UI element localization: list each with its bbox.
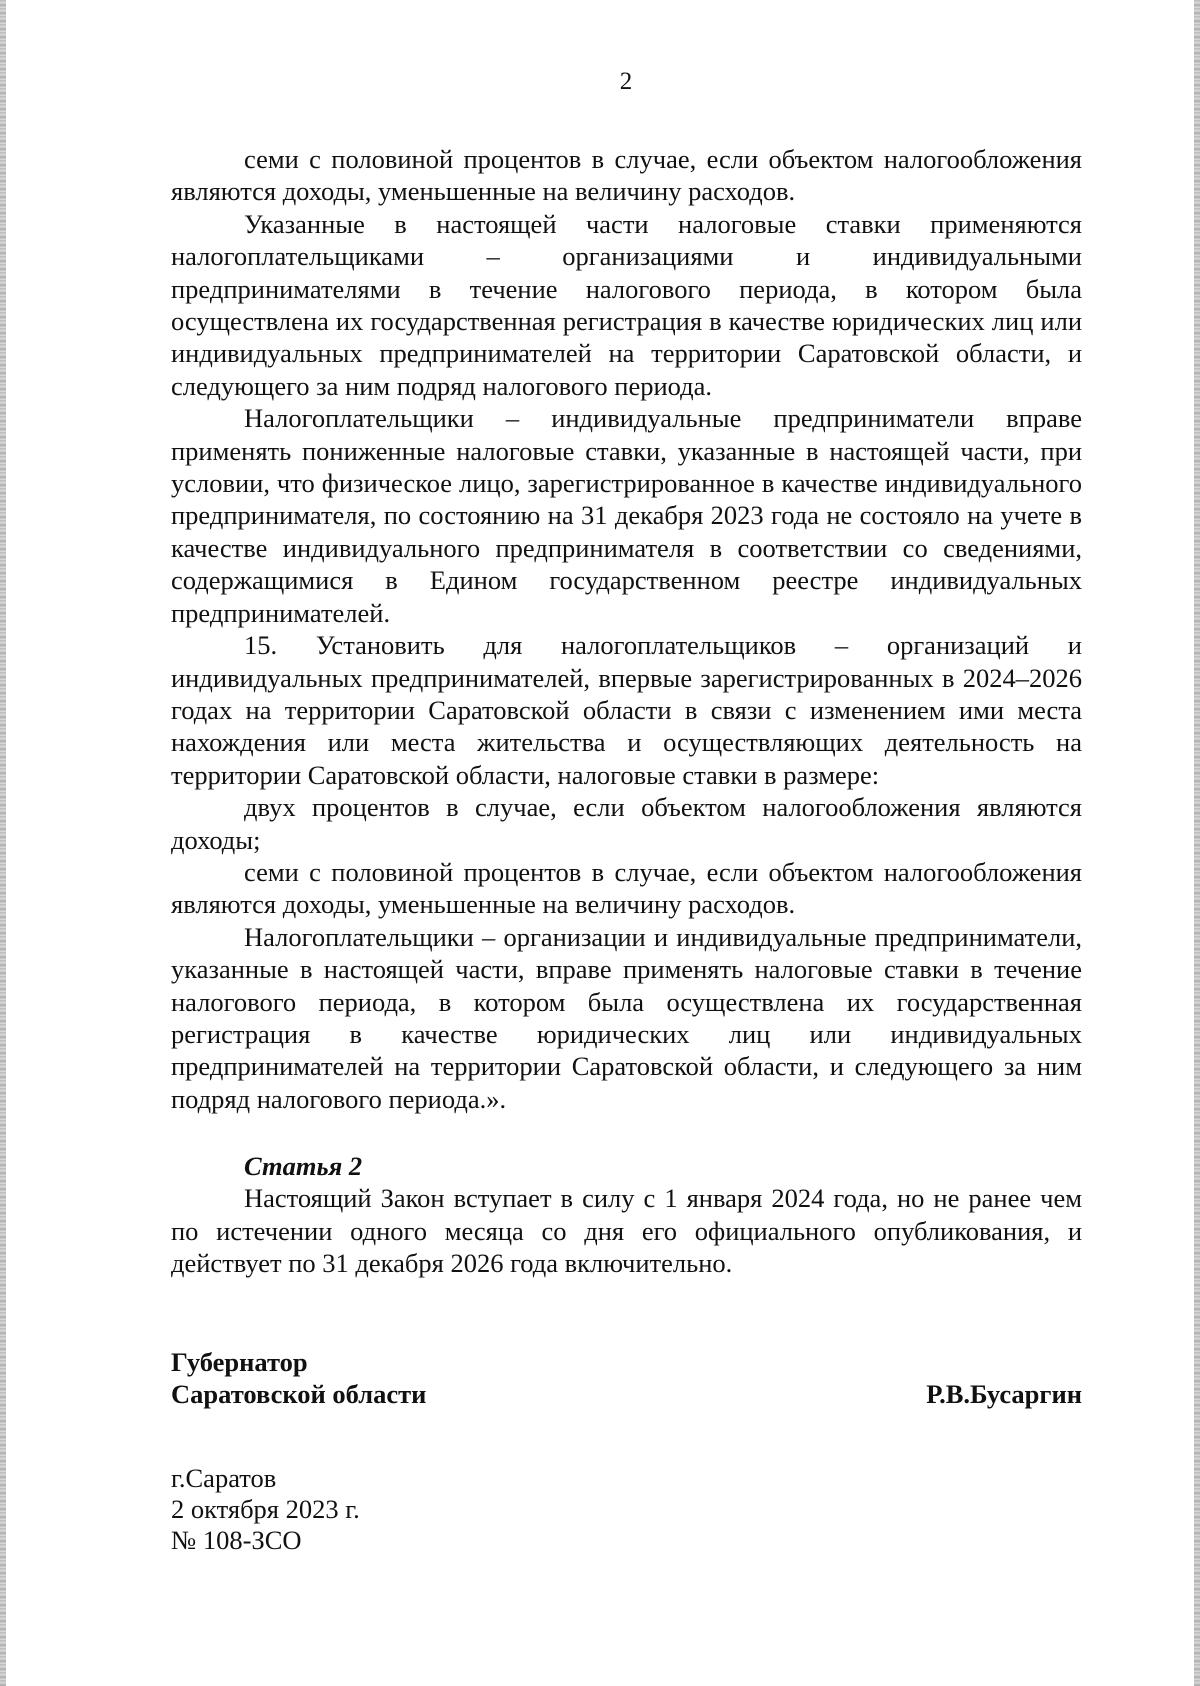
paragraph: 15. Установить для налогоплательщиков – организаций и индивидуальных предпринимателей, впервые зарегистрированных в 2024–2026 годах на территории Саратовской области в связи с изменением ими места нахождения или места жительства и осуществляющих деятельность на территории Саратовской области, налоговые ставки в размере: — [171, 630, 1082, 790]
date: 2 октября 2023 г. — [171, 1494, 360, 1524]
article-2 — [171, 1150, 1082, 1280]
paragraph: семи с половиной процентов в случае, если объектом налогообложения являются доходы, уменьшенные на величину расходов. — [171, 144, 1082, 207]
place: г.Саратов — [171, 1463, 277, 1493]
paragraph: Налогоплательщики – организации и индивидуальные предприниматели, указанные в настоящей части, вправе применять налоговые ставки в течение налогового периода, в котором была осуществлена их государственная регистрация в качестве юридических лиц или индивидуальных предпринимателей на территории Саратовской области, и следующего за ним подряд налогового периода.». — [171, 921, 1082, 1114]
paragraph: Налогоплательщики – индивидуальные предприниматели вправе применять пониженные налоговые ставки, указанные в настоящей части, при условии, что физическое лицо, зарегистрированное в качестве индивидуального предпринимателя, по состоянию на 31 декабря 2023 года не состояло на учете в качестве индивидуального предпринимателя в соответствии со сведениями, содержащимися в Едином государственном реестре индивидуальных предпринимателей. — [171, 403, 1082, 628]
page-number: 2 — [619, 68, 633, 95]
place-date-block — [171, 1463, 360, 1556]
scan-edge-left — [0, 0, 6, 1686]
paragraph: Указанные в настоящей части налоговые ставки применяются налогоплательщиками – организациями и индивидуальными предпринимателями в течение налогового периода, в котором была осуществлена их государственная регистрация в качестве юридических лиц или индивидуальных предпринимателей на территории Саратовской области, и следующего за ним подряд налогового периода. — [171, 208, 1082, 401]
scan-edge-right — [1194, 0, 1200, 1686]
article-text: Настоящий Закон вступает в силу с 1 января 2024 года, но не ранее чем по истечении одного месяца со дня его официального опубликования, и действует по 31 декабря 2026 года включительно. — [171, 1183, 1082, 1279]
signer-position-line1: Губернатор — [171, 1347, 308, 1377]
signature-block — [171, 1346, 1082, 1411]
article-title: Статья 2 — [244, 1151, 363, 1181]
law-body — [171, 143, 1082, 1115]
paragraph: семи с половиной процентов в случае, если объектом налогообложения являются доходы, уменьшенные на величину расходов. — [171, 856, 1082, 920]
law-number: № 108-ЗСО — [171, 1525, 302, 1555]
signer-name: Р.В.Бусаргин — [926, 1379, 1082, 1410]
paragraph: двух процентов в случае, если объектом налогообложения являются доходы; — [171, 792, 1082, 855]
signer-position-line2: Саратовской области — [171, 1379, 427, 1410]
